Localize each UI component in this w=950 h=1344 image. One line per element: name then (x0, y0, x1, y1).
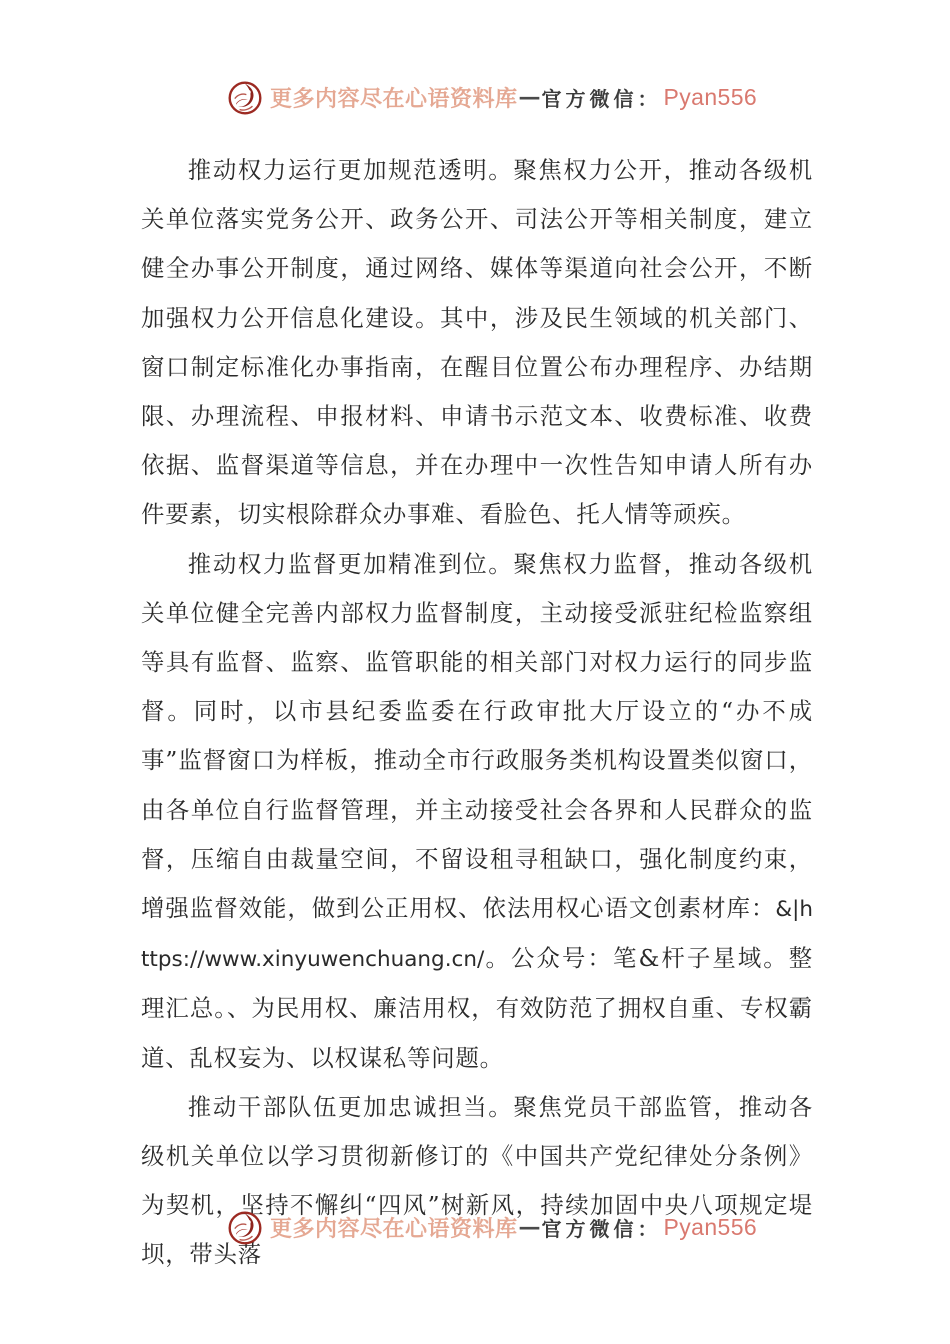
wechat-colon: ： (637, 1216, 660, 1241)
brand-seal-logo-icon (228, 81, 262, 115)
footer-watermark (0, 1204, 950, 1250)
brand-seal-logo-icon (228, 1211, 262, 1245)
paragraph-1: 推动权力运行更加规范透明。聚焦权力公开，推动各级机关单位落实党务公开、政务公开、司法公开等相关制度，建立健全办事公开制度，通过网络、媒体等渠道向社会公开，不断加强权力公开信息化建设。其中，涉及民生领域的机关部门、窗口制定标准化办事指南，在醒目位置公布办理程序、办结期限、办理流程、申报材料、申请书示范文本、收费标准、收费依据、监督渠道等信息，并在办理中一次性告知申请人所有办件要素，切实根除群众办事难、看脸色、托人情等顽疾。 (141, 156, 813, 529)
document-body (141, 146, 813, 1280)
wechat-id: Pyan556 (663, 1213, 758, 1240)
header-watermark (0, 74, 950, 120)
brand-dash: — (518, 84, 541, 110)
wechat-label: 官方微信 (541, 86, 638, 111)
wechat-label: 官方微信 (541, 1216, 638, 1241)
brand-dash: — (518, 1214, 541, 1240)
brand-text: 更多内容尽在心语资料库 (270, 85, 518, 112)
embedded-url: &|https://www.xinyuwenchuang.cn/ (141, 897, 813, 973)
wechat-id: Pyan556 (663, 83, 758, 110)
paragraph-2-text-before-url: 推动权力监督更加精准到位。聚焦权力监督，推动各级机关单位健全完善内部权力监督制度，主动接受派驻纪检监察组等具有监督、监察、监管职能的相关部门对权力运行的同步监督。同时，以市县纪委监委在行政审批大厅设立的“办不成事”监督窗口为样板，推动全市行政服务类机构设置类似窗口，由各单位自行监督管理，并主动接受社会各界和人民群众的监督，压缩自由裁量空间，不留设租寻租缺口，强化制度约束，增强监督效能，做到公正用权、依法用权心语文创素材库： (141, 549, 813, 923)
brand-text: 更多内容尽在心语资料库 (270, 1215, 518, 1242)
wechat-colon: ： (637, 86, 660, 111)
paragraph-2 (141, 540, 813, 1083)
paragraph-3: 推动干部队伍更加忠诚担当。聚焦党员干部监管，推动各级机关单位以学习贯彻新修订的《中国共产党纪律处分条例》为契机，坚持不懈纠“四风”树新风，持续加固中央八项规定堤坝，带头落 (141, 1092, 813, 1269)
paragraph-2-text-after-url: 。公众号：笔&杆子星域。整理汇总。、为民用权、廉洁用权，有效防范了拥权自重、专权霸道、乱权妄为、以权谋私等问题。 (141, 944, 813, 1072)
